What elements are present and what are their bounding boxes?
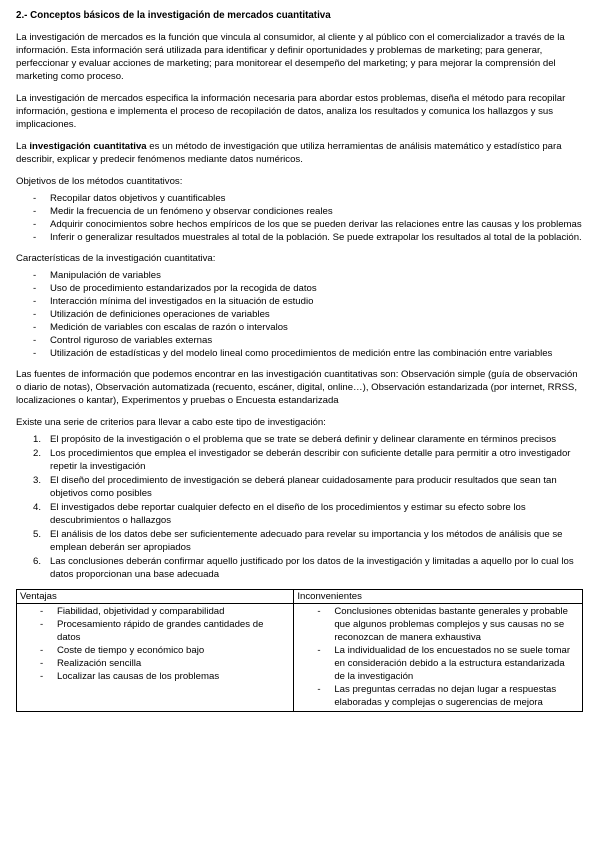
list-item: - Control riguroso de variables externas xyxy=(16,334,583,347)
criteria-list xyxy=(16,433,583,581)
list-item: El diseño del procedimiento de investigación se deberá planear cuidadosamente para producir resultados que sean tan objetivos como posibles xyxy=(50,475,557,499)
paragraph-quantitative-rest: es un método de investigación que utiliza herramientas de análisis matemático y estadístico para describir, explicar y predecir fenómenos mediante datos numéricos. xyxy=(16,141,562,165)
disadvantages-list xyxy=(294,605,582,709)
list-item: - Medición de variables con escalas de razón o intervalos xyxy=(16,321,583,334)
table-header-row xyxy=(17,590,583,604)
list-item: - Conclusiones obtenidas bastante generales y probable que algunos problemas complejos y sus causas no se reconozcan de manera exhaustiva xyxy=(294,605,582,644)
list-item: - Fiabilidad, objetividad y comparabilidad xyxy=(17,605,293,618)
list-item: El análisis de los datos debe ser suficientemente adecuado para revelar su importancia y los métodos de análisis que se emplean deberán ser apropiados xyxy=(50,529,563,553)
paragraph-sources: Las fuentes de información que podemos encontrar en las investigación cuantitativas son: Observación simple (guía de observación o diario de notas), Observación automatizada (recuento, escáner, digital, online…), Observación estandarizada (por internet, RRSS, localizaciones o kantar), Experimentos y pruebas o Encuesta estandarizada xyxy=(16,369,578,406)
list-item: - Medir la frecuencia de un fenómeno y observar condiciones reales xyxy=(16,205,583,218)
list-item: - La individualidad de los encuestados no se suele tomar en consideración debido a la estructura estandarizada de la investigación xyxy=(294,644,582,683)
list-item: - Inferir o generalizar resultados muestrales al total de la población. Se puede extrapolar los resultados al total de la población. xyxy=(16,231,583,244)
paragraph-definition: La investigación de mercados es la función que vincula al consumidor, al cliente y al público con el comercializador a través de la información. Esta información será utilizada para identificar y definir oportunidades y problemas de marketing; para generar, perfeccionar y evaluar acciones de marketing; para monitorear el desempeño del marketing; y para mejorar la comprensión del marketing como proceso. xyxy=(16,32,565,82)
table-header-advantages: Ventajas xyxy=(17,590,294,604)
list-item: - Realización sencilla xyxy=(17,657,293,670)
list-item: El propósito de la investigación o el problema que se trate se deberá definir y delinear claramente en términos precisos xyxy=(50,434,557,445)
term-quantitative-research: investigación cuantitativa xyxy=(29,141,147,152)
objectives-heading: Objetivos de los métodos cuantitativos: xyxy=(16,176,183,187)
criteria-heading: Existe una serie de criterios para llevar a cabo este tipo de investigación: xyxy=(16,417,326,428)
advantages-cell xyxy=(17,604,294,712)
table-row xyxy=(17,604,583,712)
list-item: - Utilización de estadísticas y del modelo lineal como procedimientos de medición entre las combinación entre variables xyxy=(16,347,583,360)
paragraph-quantitative xyxy=(16,140,583,166)
list-item: - Recopilar datos objetivos y cuantificables xyxy=(16,192,583,205)
list-item: - Manipulación de variables xyxy=(16,269,583,282)
list-item: - Uso de procedimiento estandarizados por la recogida de datos xyxy=(16,282,583,295)
characteristics-list xyxy=(16,269,583,360)
list-item: Los procedimientos que emplea el investigador se deberán describir con suficiente detalle para permitir a otro investigador repetir la investigación xyxy=(50,448,571,472)
list-item: - Coste de tiempo y económico bajo xyxy=(17,644,293,657)
list-item: - Utilización de definiciones operaciones de variables xyxy=(16,308,583,321)
list-item: El investigados debe reportar cualquier defecto en el diseño de los procedimientos y estimar su efecto sobre los descubrimientos o hallazgos xyxy=(50,502,526,526)
advantages-list xyxy=(17,605,293,683)
paragraph-scope: La investigación de mercados especifica la información necesaria para abordar estos problemas, diseña el método para recopilar información, gestiona e implementa el proceso de recopilación de datos, analiza los resultados y comunica los hallazgos y sus implicaciones. xyxy=(16,93,566,130)
list-item: - Procesamiento rápido de grandes cantidades de datos xyxy=(17,618,293,644)
table-header-disadvantages: Inconvenientes xyxy=(294,590,583,604)
section-title: 2.- Conceptos básicos de la investigación de mercados cuantitativa xyxy=(16,10,331,21)
comparison-table xyxy=(16,589,583,712)
list-item: Las conclusiones deberán confirmar aquello justificado por los datos de la investigación y limitadas a aquello por lo cual los datos proporcionan una base adecuada xyxy=(50,556,574,580)
list-item: - Localizar las causas de los problemas xyxy=(17,670,293,683)
characteristics-heading: Características de la investigación cuantitativa: xyxy=(16,253,216,264)
paragraph-quantitative-prefix: La xyxy=(16,141,30,152)
list-item: - Las preguntas cerradas no dejan lugar a respuestas elaboradas y complejas o sugerencias de mejora xyxy=(294,683,582,709)
list-item: - Adquirir conocimientos sobre hechos empíricos de los que se pueden derivar las relaciones entre las causas y los problemas xyxy=(16,218,583,231)
list-item: - Interacción mínima del investigados en la situación de estudio xyxy=(16,295,583,308)
disadvantages-cell xyxy=(294,604,583,712)
objectives-list xyxy=(16,192,583,244)
